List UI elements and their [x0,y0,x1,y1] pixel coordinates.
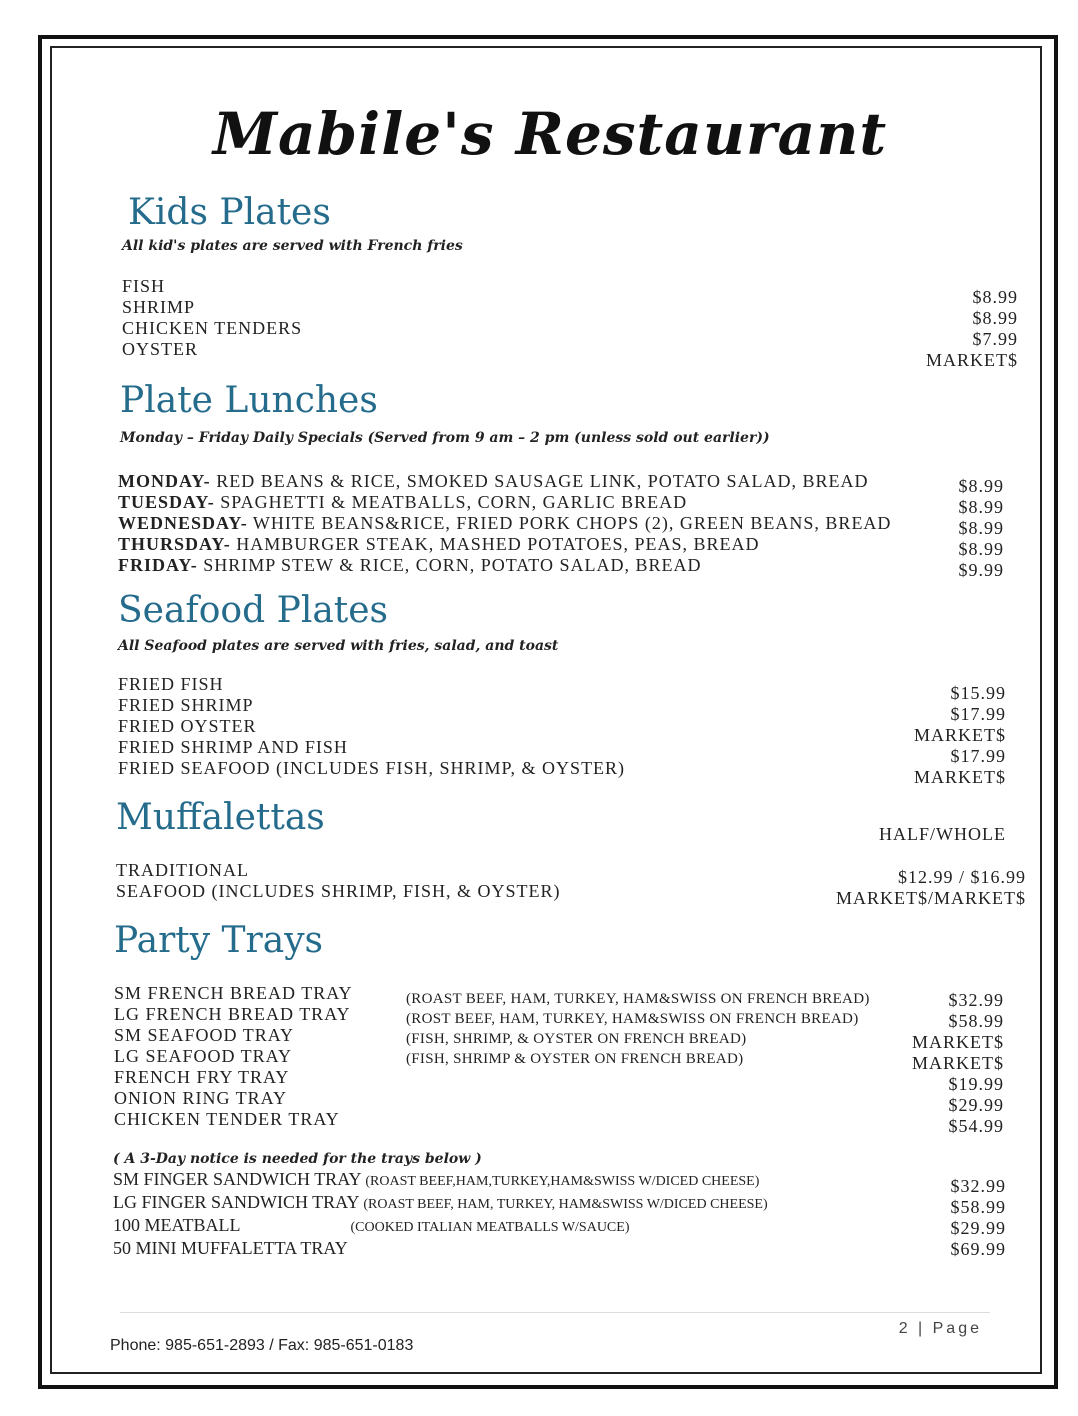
price: $8.99 [972,287,1018,307]
menu-item: 50 MINI MUFFALETTA TRAY [113,1238,348,1258]
lunch-heading: Plate Lunches [120,380,378,421]
muffaletta-prices [836,867,1026,909]
item-description: (ROAST BEEF, HAM, TURKEY, HAM&SWISS ON FRENCH BREAD) [406,991,870,1007]
item-description: (ROST BEEF, HAM, TURKEY, HAM&SWISS ON FRENCH BREAD) [406,1011,859,1027]
price: $7.99 [972,329,1018,349]
price: $17.99 [950,704,1006,724]
restaurant-title: Mabile's Restaurant [212,100,888,168]
price: $32.99 [948,990,1004,1010]
item-description: (FISH, SHRIMP & OYSTER ON FRENCH BREAD) [406,1051,744,1067]
menu-item: FISH [122,276,166,296]
price: $8.99 [958,518,1004,538]
price: $9.99 [958,560,1004,580]
tray-items [114,983,353,1130]
seafood-heading: Seafood Plates [118,590,389,631]
price: $58.99 [948,1011,1004,1031]
kids-items [122,276,302,360]
menu-item: CHICKEN TENDER TRAY [114,1109,340,1129]
price: $8.99 [958,539,1004,559]
price: $8.99 [958,497,1004,517]
price: $54.99 [948,1116,1004,1136]
lunch-item: FRIDAY- SHRIMP STEW & RICE, CORN, POTATO SALAD, BREAD [118,555,702,575]
menu-item: FRIED SHRIMP AND FISH [118,737,348,757]
three-day-notice: ( A 3-Day notice is needed for the trays below ) [113,1151,482,1167]
lunch-item: MONDAY- RED BEANS & RICE, SMOKED SAUSAGE LINK, POTATO SALAD, BREAD [118,471,869,491]
price: $29.99 [950,1218,1006,1238]
party-trays-heading: Party Trays [114,920,324,961]
price: $69.99 [950,1239,1006,1259]
muffaletta-items [116,860,561,902]
kids-prices [926,287,1018,371]
menu-item: LG FINGER SANDWICH TRAY (ROAST BEEF, HAM, TURKEY, HAM&SWISS W/DICED CHEESE) [113,1192,768,1212]
menu-item: SM SEAFOOD TRAY [114,1025,295,1045]
page-number: 2 | Page [898,1320,982,1337]
footer-divider [120,1312,990,1313]
lunch-prices [959,476,1005,581]
size-label: HALF/WHOLE [879,824,1006,844]
price: $29.99 [948,1095,1004,1115]
price: MARKET$ [912,1032,1004,1052]
item-description: (FISH, SHRIMP, & OYSTER ON FRENCH BREAD) [406,1031,747,1047]
lunch-item: THURSDAY- HAMBURGER STEAK, MASHED POTATOES, PEAS, BREAD [118,534,760,554]
kids-note: All kid's plates are served with French fries [122,238,463,254]
tray-descriptions [406,989,870,1069]
price: $19.99 [948,1074,1004,1094]
menu-item: ONION RING TRAY [114,1088,288,1108]
lunch-item: WEDNESDAY- WHITE BEANS&RICE, FRIED PORK CHOPS (2), GREEN BEANS, BREAD [118,513,892,533]
menu-item: LG FRENCH BREAD TRAY [114,1004,351,1024]
price: MARKET$/MARKET$ [836,888,1026,908]
lunch-item: TUESDAY- SPAGHETTI & MEATBALLS, CORN, GARLIC BREAD [118,492,688,512]
notice-tray-items [113,1169,768,1259]
price: MARKET$ [912,1053,1004,1073]
price: MARKET$ [914,767,1006,787]
price: $32.99 [950,1176,1006,1196]
price: MARKET$ [926,350,1018,370]
menu-item: FRENCH FRY TRAY [114,1067,290,1087]
menu-item: FRIED SEAFOOD (INCLUDES FISH, SHRIMP, & OYSTER) [118,758,626,778]
menu-item: SM FINGER SANDWICH TRAY (ROAST BEEF,HAM,TURKEY,HAM&SWISS W/DICED CHEESE) [113,1169,760,1189]
price: $17.99 [950,746,1006,766]
price: $58.99 [950,1197,1006,1217]
price: $8.99 [972,308,1018,328]
menu-item: FRIED FISH [118,674,224,694]
muffaletta-heading: Muffalettas [116,797,325,838]
seafood-prices [914,683,1006,788]
menu-item: TRADITIONAL [116,860,249,880]
price: $15.99 [950,683,1006,703]
lunch-note: Monday – Friday Daily Specials (Served from 9 am – 2 pm (unless sold out earlier)) [120,430,770,446]
menu-item: SHRIMP [122,297,196,317]
menu-item: CHICKEN TENDERS [122,318,303,338]
menu-item: SEAFOOD (INCLUDES SHRIMP, FISH, & OYSTER) [116,881,561,901]
price: $8.99 [958,476,1004,496]
menu-item: 100 MEATBALL (COOKED ITALIAN MEATBALLS W/SAUCE) [113,1215,630,1235]
tray-prices [912,990,1004,1137]
menu-item: FRIED OYSTER [118,716,257,736]
contact-info: Phone: 985-651-2893 / Fax: 985-651-0183 [110,1337,414,1354]
menu-item: OYSTER [122,339,199,359]
seafood-items [118,674,625,779]
kids-heading: Kids Plates [128,192,331,233]
lunch-items [118,471,891,576]
seafood-note: All Seafood plates are served with fries, salad, and toast [118,638,559,654]
menu-item: SM FRENCH BREAD TRAY [114,983,353,1003]
notice-tray-prices [951,1176,1007,1260]
menu-item: LG SEAFOOD TRAY [114,1046,293,1066]
price: $12.99 / $16.99 [897,867,1026,887]
price: MARKET$ [914,725,1006,745]
menu-item: FRIED SHRIMP [118,695,254,715]
